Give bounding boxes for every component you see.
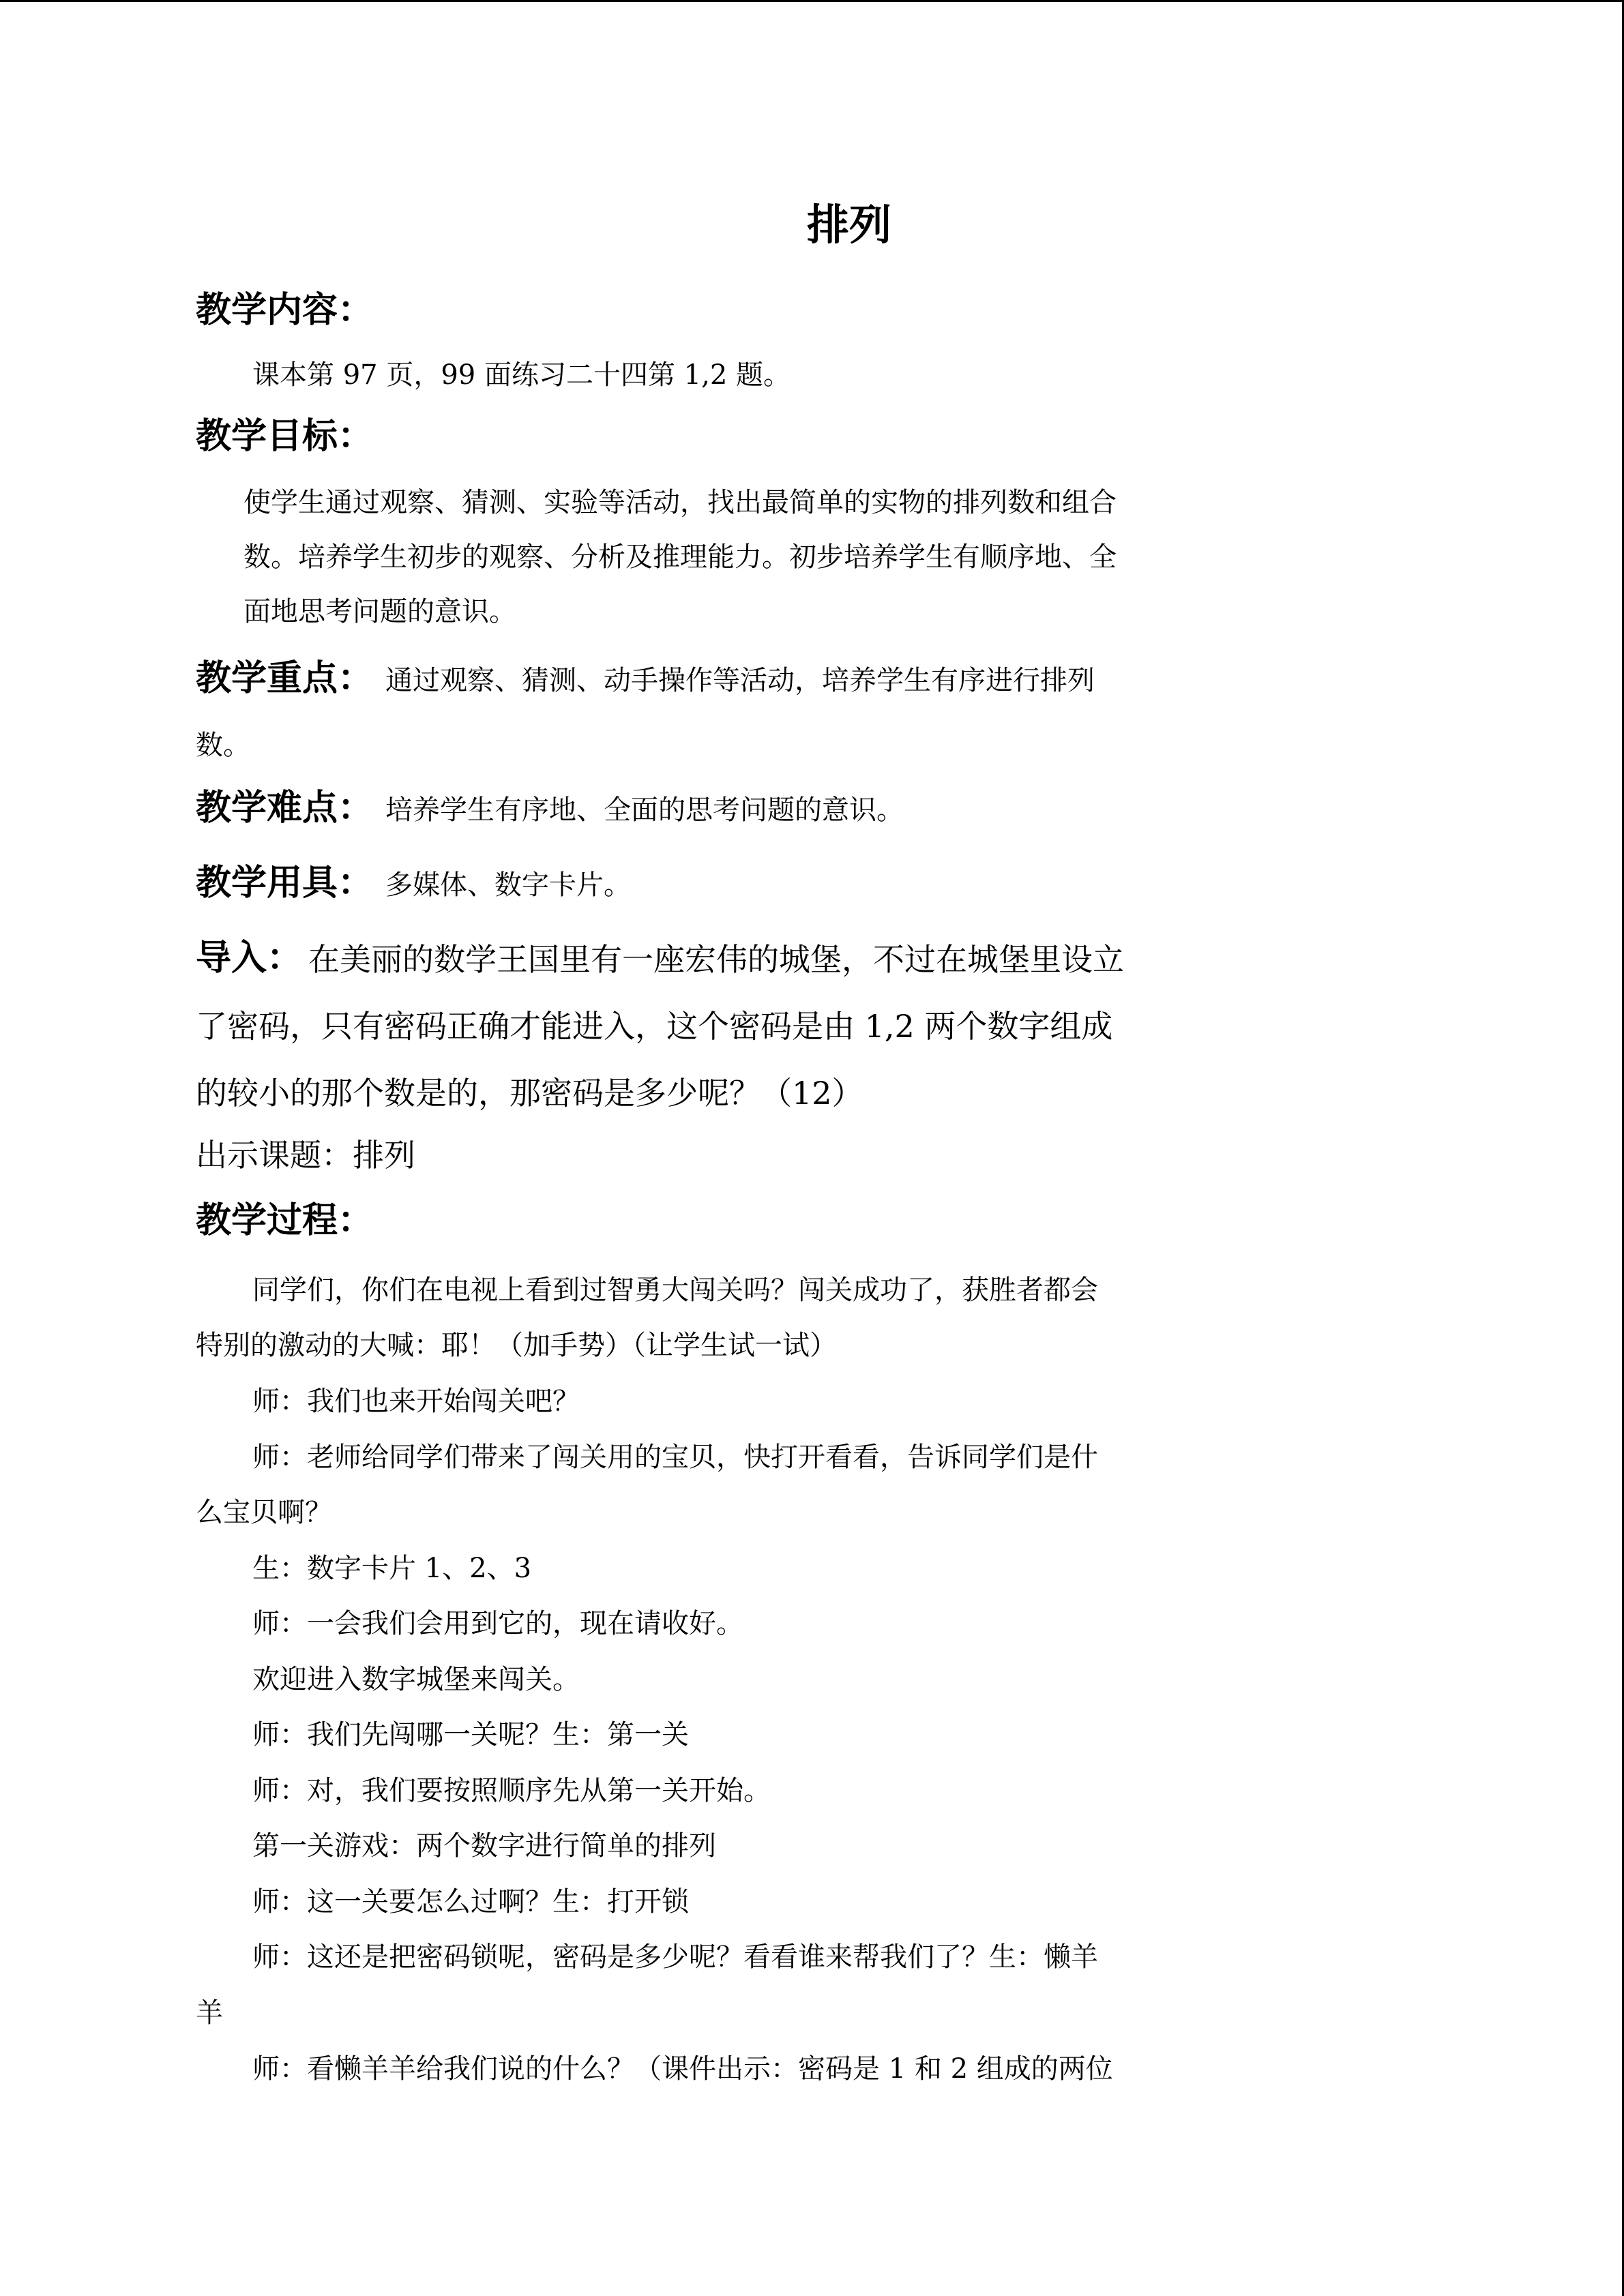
objectives-line: 面地思考问题的意识。 [243, 596, 516, 627]
process-line: 欢迎进入数字城堡来闯关。 [252, 1664, 580, 1695]
process-line: 生：数字卡片 1、2、3 [252, 1553, 532, 1584]
page-title: 排列 [806, 200, 891, 250]
process-line: 师：一会我们会用到它的，现在请收好。 [252, 1608, 743, 1639]
process-line: 师：我们也来开始闯关吧？ [252, 1386, 580, 1417]
key-point-text: 通过观察、猜测、动手操作等活动，培养学生有序进行排列 [385, 665, 1095, 696]
objectives-heading: 教学目标： [196, 416, 374, 457]
intro-heading: 导入： [196, 938, 303, 979]
process-line: 羊 [196, 1997, 223, 2029]
difficulty-text: 培养学生有序地、全面的思考问题的意识。 [385, 794, 904, 826]
intro-line: 的较小的那个数是的，那密码是多少呢？（12） [196, 1075, 863, 1112]
process-line: 师：这一关要怎么过啊？生：打开锁 [252, 1886, 689, 1918]
process-line: 师：我们先闯哪一关呢？生：第一关 [252, 1719, 689, 1750]
process-line: 师：老师给同学们带来了闯关用的宝贝，快打开看看，告诉同学们是什 [252, 1442, 1098, 1473]
objectives-line: 数。培养学生初步的观察、分析及推理能力。初步培养学生有顺序地、全 [243, 541, 1117, 573]
process-line: 同学们，你们在电视上看到过智勇大闯关吗？闯关成功了，获胜者都会 [252, 1274, 1098, 1306]
process-line: 么宝贝啊？ [196, 1497, 332, 1528]
tools-heading: 教学用具： [196, 863, 374, 904]
intro-line: 出示课题：排列 [196, 1137, 415, 1174]
content-heading: 教学内容： [196, 290, 374, 331]
process-line: 特别的激动的大喊：耶！（加手势）（让学生试一试） [196, 1330, 837, 1361]
process-line: 师：这还是把密码锁呢，密码是多少呢？看看谁来帮我们了？生：懒羊 [252, 1941, 1098, 1973]
key-point-heading: 教学重点： [196, 658, 374, 699]
process-heading: 教学过程： [196, 1200, 374, 1241]
process-line: 师：看懒羊羊给我们说的什么？（课件出示：密码是 1 和 2 组成的两位 [252, 2053, 1113, 2085]
top-border [0, 0, 1624, 2]
content-text: 课本第 97 页，99 面练习二十四第 1,2 题。 [252, 359, 791, 391]
process-line: 师：对，我们要按照顺序先从第一关开始。 [252, 1775, 771, 1806]
tools-text: 多媒体、数字卡片。 [385, 869, 631, 901]
key-point-continuation: 数。 [196, 730, 250, 761]
intro-line: 了密码，只有密码正确才能进入，这个密码是由 1,2 两个数字组成 [196, 1008, 1113, 1045]
intro-line: 在美丽的数学王国里有一座宏伟的城堡，不过在城堡里设立 [308, 941, 1124, 978]
difficulty-heading: 教学难点： [196, 788, 374, 829]
process-line: 第一关游戏：两个数字进行简单的排列 [252, 1830, 716, 1862]
objectives-line: 使学生通过观察、猜测、实验等活动，找出最简单的实物的排列数和组合 [243, 487, 1117, 518]
